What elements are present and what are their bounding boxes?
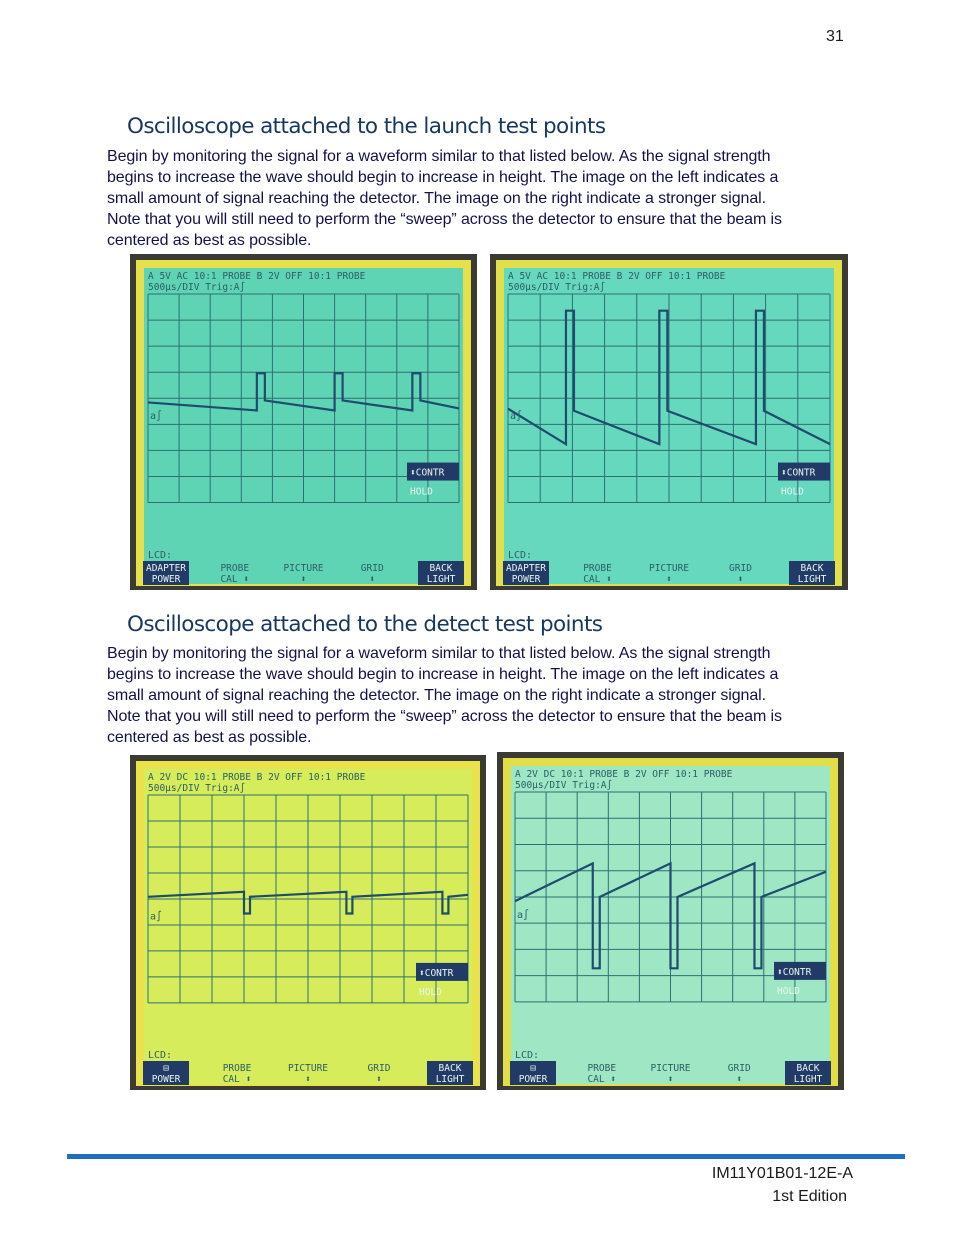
menu-label-top: PROBE	[587, 1063, 617, 1074]
menu-label-bottom: LIGHT	[435, 1074, 465, 1085]
screen-header-channels: A 2V DC 10:1 PROBE B 2V OFF 10:1 PROBE	[515, 769, 733, 780]
menu-label-top: GRID	[729, 563, 752, 574]
body-line: Note that you will still need to perform the “sweep” across the detector to ensure that the beam is	[107, 708, 782, 725]
menu-label-bottom: CAL ⬍	[587, 1074, 617, 1085]
contrast-label: ⬍CONTR	[419, 967, 454, 979]
menu-label-bottom: CAL ⬍	[583, 574, 612, 585]
edition-label: 1st Edition	[772, 1188, 847, 1205]
section-title-detect: Oscilloscope attached to the detect test points	[127, 612, 603, 637]
screen-header-channels: A 5V AC 10:1 PROBE B 2V OFF 10:1 PROBE	[508, 271, 726, 282]
body-line: centered as best as possible.	[107, 729, 312, 746]
contrast-label: ⬍CONTR	[777, 966, 812, 978]
hold-label: HOLD	[410, 486, 433, 498]
menu-label-top: PROBE	[220, 563, 250, 574]
body-line: centered as best as possible.	[107, 232, 312, 249]
footer-rule	[67, 1154, 905, 1159]
hold-label: HOLD	[777, 985, 800, 997]
menu-label-top: ⊟	[163, 1063, 169, 1074]
menu-label-top: PROBE	[583, 563, 612, 574]
menu-label-top: GRID	[360, 563, 384, 574]
body-line: Begin by monitoring the signal for a waveform similar to that listed below. As the signal strength	[107, 148, 771, 165]
hold-label: HOLD	[419, 986, 442, 998]
menu-label-top: BACK	[800, 563, 824, 574]
scope-photo-launch-strong	[490, 254, 848, 590]
menu-label-bottom: ⬍	[667, 1074, 674, 1085]
hold-label: HOLD	[781, 486, 804, 498]
menu-label-top: ⊟	[530, 1063, 536, 1074]
menu-label-top: PICTURE	[283, 563, 324, 574]
screen-header-timebase: 500μs/DIV Trig:A∫	[148, 783, 246, 794]
menu-label-top: GRID	[727, 1063, 751, 1074]
body-line: Note that you will still need to perform the “sweep” across the detector to ensure that the beam is	[107, 211, 782, 228]
screen-header-timebase: 500μs/DIV Trig:A∫	[508, 282, 606, 293]
menu-label-top: PROBE	[222, 1063, 252, 1074]
menu-label-bottom: POWER	[511, 574, 541, 585]
body-line: small amount of signal reaching the detector. The image on the right indicate a stronger signal.	[107, 687, 766, 704]
screen-header-timebase: 500μs/DIV Trig:A∫	[515, 780, 613, 791]
lcd-label: LCD:	[508, 550, 533, 561]
body-line: small amount of signal reaching the detector. The image on the right indicate a stronger signal.	[107, 190, 766, 207]
menu-label-bottom: LIGHT	[426, 574, 456, 585]
page-number: 31	[826, 28, 844, 45]
menu-label-bottom: ⬍	[736, 1074, 743, 1085]
menu-label-bottom: ⬍	[369, 574, 376, 585]
oscilloscope-screen	[130, 254, 477, 590]
document-id: IM11Y01B01-12E-A	[711, 1165, 853, 1182]
menu-label-top: PICTURE	[648, 563, 690, 574]
scope-photo-detect-weak	[130, 755, 486, 1090]
menu-label-bottom: ⬍	[737, 574, 744, 585]
menu-label-bottom: LIGHT	[797, 574, 827, 585]
channel-marker: a∫	[150, 911, 163, 923]
menu-label-bottom: ⬍	[666, 574, 672, 585]
screen-header-channels: A 5V AC 10:1 PROBE B 2V OFF 10:1 PROBE	[148, 271, 366, 282]
menu-label-bottom: POWER	[151, 1074, 181, 1085]
menu-label-bottom: POWER	[151, 574, 181, 585]
contrast-label: ⬍CONTR	[781, 467, 816, 479]
oscilloscope-screen	[497, 752, 844, 1090]
lcd-label: LCD:	[148, 550, 173, 561]
body-line: Begin by monitoring the signal for a waveform similar to that listed below. As the signal strength	[107, 645, 771, 662]
menu-label-bottom: ⬍	[300, 574, 307, 585]
scope-photo-launch-weak	[130, 254, 477, 590]
menu-label-top: ADAPTER	[145, 563, 187, 574]
lcd-label: LCD:	[515, 1050, 540, 1061]
contrast-label: ⬍CONTR	[410, 467, 445, 479]
menu-label-bottom: CAL ⬍	[220, 574, 250, 585]
menu-label-bottom: CAL ⬍	[222, 1074, 252, 1085]
menu-label-bottom: ⬍	[376, 1074, 382, 1085]
menu-label-bottom: ⬍	[305, 1074, 311, 1085]
scope-photo-detect-strong	[497, 752, 844, 1090]
channel-marker: a∫	[150, 411, 163, 423]
oscilloscope-screen	[490, 254, 848, 590]
body-line: begins to increase the wave should begin to increase in height. The image on the left indicates a	[107, 169, 779, 186]
channel-marker: a∫	[517, 909, 530, 921]
menu-label-bottom: POWER	[518, 1074, 548, 1085]
menu-label-top: BACK	[429, 563, 453, 574]
section-body-launch	[107, 146, 867, 251]
menu-label-top: PICTURE	[287, 1063, 329, 1074]
section-title-launch: Oscilloscope attached to the launch test points	[127, 114, 606, 139]
menu-label-top: PICTURE	[650, 1063, 691, 1074]
menu-label-bottom: LIGHT	[793, 1074, 823, 1085]
body-line: begins to increase the wave should begin to increase in height. The image on the left indicates a	[107, 666, 779, 683]
section-body-detect	[107, 643, 867, 748]
menu-label-top: BACK	[438, 1063, 462, 1074]
screen-header-timebase: 500μs/DIV Trig:A∫	[148, 282, 246, 293]
menu-label-top: BACK	[796, 1063, 820, 1074]
menu-label-top: ADAPTER	[505, 563, 547, 574]
screen-header-channels: A 2V DC 10:1 PROBE B 2V OFF 10:1 PROBE	[148, 772, 366, 783]
channel-marker: a∫	[510, 411, 523, 423]
lcd-label: LCD:	[148, 1050, 173, 1061]
menu-label-top: GRID	[367, 1063, 391, 1074]
oscilloscope-screen	[130, 755, 486, 1090]
